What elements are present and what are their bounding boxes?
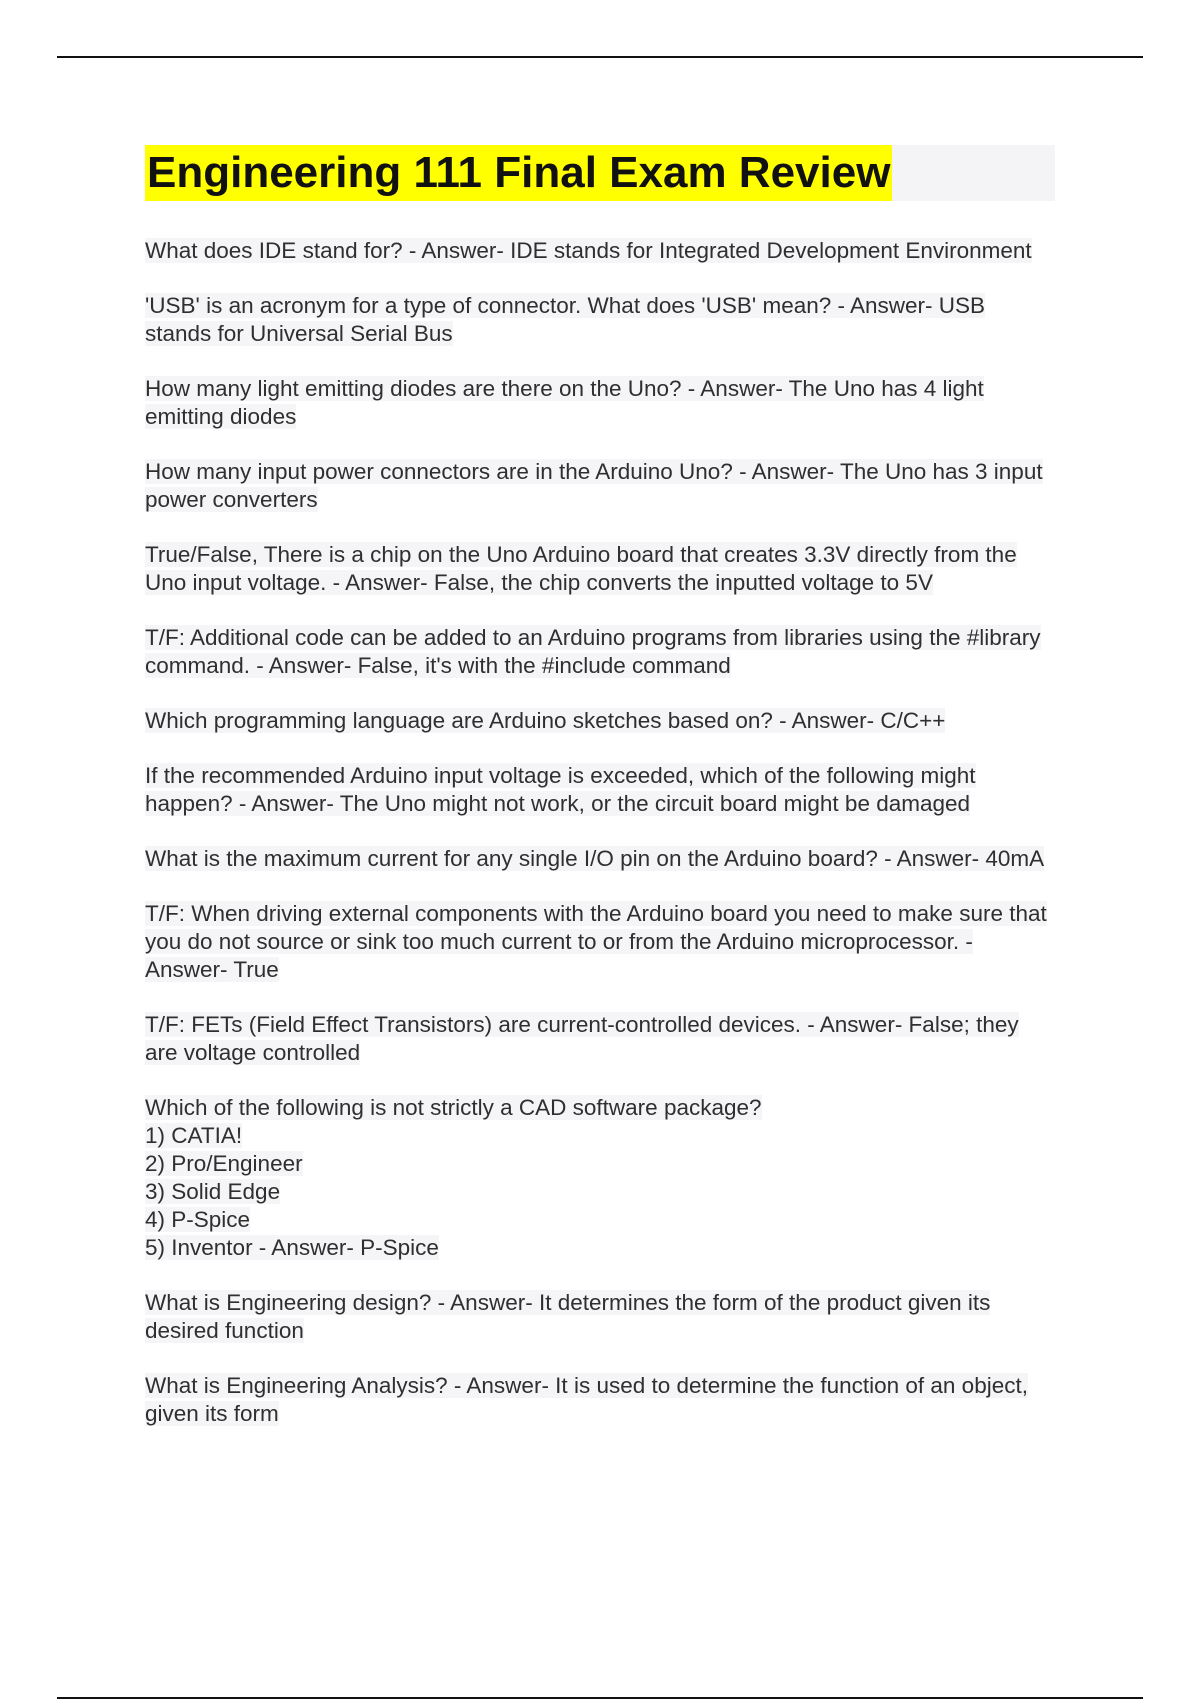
qa-text: How many light emitting diodes are there on the Uno? - Answer- The Uno has 4 light emitting diodes xyxy=(145,376,984,429)
title-band xyxy=(145,145,1055,201)
qa-text: T/F: Additional code can be added to an Arduino programs from libraries using the #library command. - Answer- False, it's with the #include command xyxy=(145,625,1041,678)
qa-text: What is Engineering Analysis? - Answer- It is used to determine the function of an object, given its form xyxy=(145,1373,1028,1426)
qa-text: How many input power connectors are in the Arduino Uno? - Answer- The Uno has 3 input power converters xyxy=(145,459,1043,512)
qa-item-13 xyxy=(145,1289,1055,1345)
page-title: Engineering 111 Final Exam Review xyxy=(145,145,892,201)
qa-item-1 xyxy=(145,237,1055,265)
qa-text: Which of the following is not strictly a CAD software package? 1) CATIA! 2) Pro/Engineer 3) Solid Edge 4) P-Spice 5) Inventor - Answer- P-Spice xyxy=(145,1095,762,1260)
qa-text: If the recommended Arduino input voltage is exceeded, which of the following might happen? - Answer- The Uno might not work, or the circuit board might be damaged xyxy=(145,763,976,816)
qa-item-8 xyxy=(145,762,1055,818)
qa-item-10 xyxy=(145,900,1055,984)
qa-item-14 xyxy=(145,1372,1055,1428)
qa-text: 'USB' is an acronym for a type of connector. What does 'USB' mean? - Answer- USB stands for Universal Serial Bus xyxy=(145,293,986,346)
qa-item-5 xyxy=(145,541,1055,597)
qa-item-3 xyxy=(145,375,1055,431)
qa-item-2 xyxy=(145,292,1055,348)
qa-item-4 xyxy=(145,458,1055,514)
qa-text: Which programming language are Arduino sketches based on? - Answer- C/C++ xyxy=(145,708,946,733)
qa-text: T/F: FETs (Field Effect Transistors) are current-controlled devices. - Answer- False; they are voltage controlled xyxy=(145,1012,1019,1065)
top-rule xyxy=(57,56,1143,58)
qa-item-12 xyxy=(145,1094,1055,1262)
qa-list xyxy=(145,237,1055,1428)
qa-text: What does IDE stand for? - Answer- IDE stands for Integrated Development Environment xyxy=(145,238,1032,263)
bottom-rule xyxy=(57,1697,1143,1699)
document-body xyxy=(145,145,1055,1455)
qa-item-6 xyxy=(145,624,1055,680)
qa-item-7 xyxy=(145,707,1055,735)
qa-text: True/False, There is a chip on the Uno Arduino board that creates 3.3V directly from the Uno input voltage. - Answer- False, the chip converts the inputted voltage to 5V xyxy=(145,542,1017,595)
qa-text: What is Engineering design? - Answer- It determines the form of the product given its desired function xyxy=(145,1290,991,1343)
qa-text: What is the maximum current for any single I/O pin on the Arduino board? - Answer- 40mA xyxy=(145,846,1045,871)
qa-text: T/F: When driving external components with the Arduino board you need to make sure that you do not source or sink too much current to or from the Arduino microprocessor. - Answer- True xyxy=(145,901,1047,982)
qa-item-11 xyxy=(145,1011,1055,1067)
qa-item-9 xyxy=(145,845,1055,873)
